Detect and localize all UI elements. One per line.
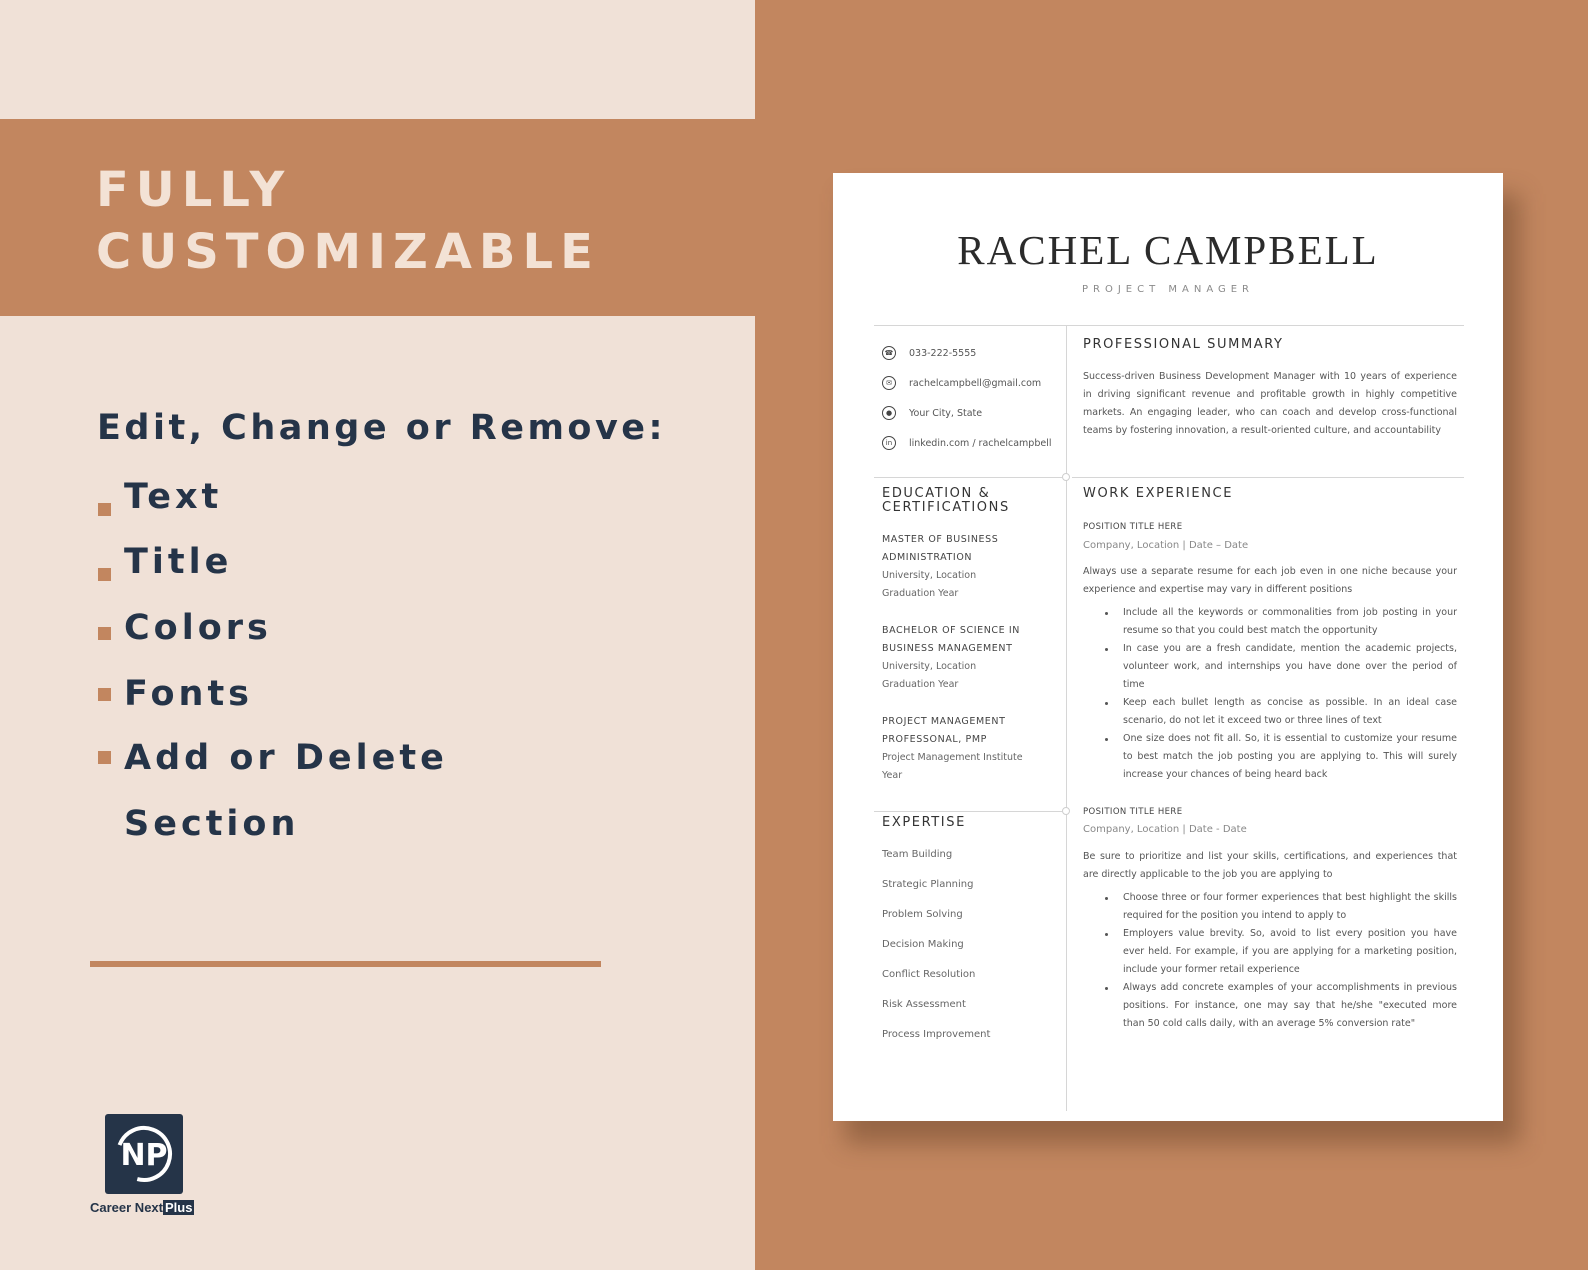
education-heading: EDUCATION & CERTIFICATIONS (882, 486, 1010, 515)
features-heading: Edit, Change or Remove: (97, 408, 667, 448)
resume-name: RACHEL CAMPBELL (957, 227, 1379, 273)
summary-heading: PROFESSIONAL SUMMARY (1083, 337, 1284, 352)
contact-phone (882, 345, 976, 361)
np-monogram-icon (105, 1114, 183, 1194)
resume-preview (833, 173, 1503, 1121)
feature-item-text: Text (124, 477, 223, 517)
skill-item: Conflict Resolution (882, 969, 976, 980)
banner-title-line-1: FULLY (96, 162, 292, 218)
contact-email (882, 375, 1041, 391)
resume-top-rule (874, 325, 1464, 326)
feature-item-colors: Colors (124, 608, 272, 648)
work-heading: WORK EXPERIENCE (1083, 486, 1234, 501)
skill-item: Process Improvement (882, 1029, 991, 1040)
feature-bullet (98, 568, 111, 581)
resume-left-rule-2 (874, 811, 1062, 812)
divider-node (1062, 473, 1070, 481)
position-meta: Company, Location | Date - Date (1083, 824, 1247, 835)
education-degree: MASTER OF BUSINESS ADMINISTRATION (882, 534, 999, 563)
position-bullets (1102, 889, 1457, 1033)
resume-column-divider (1066, 325, 1067, 1111)
feature-bullet (98, 688, 111, 701)
brand-name-text: Career Next (90, 1200, 163, 1215)
feature-bullet (98, 751, 111, 764)
linkedin-icon: in (882, 436, 896, 450)
contact-text: Your City, State (909, 407, 983, 419)
skill-item: Risk Assessment (882, 999, 966, 1010)
feature-item-section: Section (124, 804, 300, 844)
education-degree: BACHELOR OF SCIENCE IN BUSINESS MANAGEMENT (882, 625, 1020, 654)
contact-text: rachelcampbell@gmail.com (909, 377, 1042, 389)
divider-node (1062, 807, 1070, 815)
bullet-item: In case you are a fresh candidate, mention the academic projects, volunteer work, and internships you have done over the period of time (1102, 640, 1457, 694)
phone-icon: ☎ (882, 346, 896, 360)
accent-divider (90, 961, 601, 967)
feature-bullet (98, 627, 111, 640)
bullet-item: Include all the keywords or commonalities from job posting in your resume so that you could best match the opportunity (1102, 604, 1457, 640)
feature-item-add-delete: Add or Delete (124, 738, 448, 778)
skill-item: Team Building (882, 849, 953, 860)
brand-badge: Plus (165, 1200, 193, 1215)
resume-job-title: PROJECT MANAGER (1081, 284, 1255, 295)
education-year: Graduation Year (882, 588, 959, 599)
education-year: Graduation Year (882, 679, 959, 690)
career-next-plus-logo (105, 1114, 183, 1194)
bullet-item: Always add concrete examples of your accomplishments in previous positions. For instance, one may say that he/she "executed more than 50 cold calls daily, with an average 5% conversion rate" (1102, 979, 1457, 1033)
bullet-item: One size does not fit all. So, it is essential to customize your resume to best match the job posting you are applying to. This will surely increase your chances of being heard back (1102, 730, 1457, 784)
position-title: POSITION TITLE HERE (1083, 807, 1183, 817)
education-school: University, Location (882, 570, 977, 581)
feature-item-title: Title (124, 542, 233, 582)
contact-text: 033-222-5555 (909, 347, 977, 359)
feature-bullet (98, 503, 111, 516)
contact-linkedin (882, 435, 1052, 451)
summary-text: Success-driven Business Development Manager with 10 years of experience in driving significant revenue and profitable growth in highly competitive markets. An engaging leader, who can coach and develop cross-functional teams by fostering innovation, a result-oriented culture, and accountability (1083, 371, 1457, 436)
skill-item: Strategic Planning (882, 879, 974, 890)
position-intro: Always use a separate resume for each job even in one niche because your experience and expertise may vary in different positions (1083, 566, 1457, 595)
position-meta: Company, Location | Date – Date (1083, 540, 1249, 551)
contact-location (882, 405, 982, 421)
certification-name: PROJECT MANAGEMENT PROFESSONAL, PMP (882, 716, 1006, 745)
location-icon: ● (882, 406, 896, 420)
resume-left-rule (874, 477, 1062, 478)
position-title: POSITION TITLE HERE (1083, 522, 1183, 532)
email-icon: ✉ (882, 376, 896, 390)
banner-title-line-2: CUSTOMIZABLE (96, 224, 600, 280)
certification-issuer: Project Management Institute (882, 752, 1023, 763)
position-bullets (1102, 604, 1457, 784)
bullet-item: Employers value brevity. So, avoid to list every position you have ever held. For example, if you are applying for a marketing position, include your former retail experience (1102, 925, 1457, 979)
contact-text: linkedin.com / rachelcampbell (909, 437, 1052, 449)
expertise-heading: EXPERTISE (882, 815, 966, 830)
education-school: University, Location (882, 661, 977, 672)
skill-item: Decision Making (882, 939, 964, 950)
resume-right-rule (1072, 477, 1464, 478)
position-intro: Be sure to prioritize and list your skills, certifications, and experiences that are directly applicable to the job you are applying to (1083, 851, 1457, 880)
feature-item-fonts: Fonts (124, 674, 254, 714)
brand-name (90, 1200, 194, 1215)
bullet-item: Choose three or four former experiences that best highlight the skills required for the position you intend to apply to (1102, 889, 1457, 925)
svg-text:NP: NP (120, 1138, 168, 1173)
bullet-item: Keep each bullet length as concise as possible. In an ideal case scenario, do not let it exceed two or three lines of text (1102, 694, 1457, 730)
certification-year: Year (882, 770, 903, 781)
skill-item: Problem Solving (882, 909, 963, 920)
